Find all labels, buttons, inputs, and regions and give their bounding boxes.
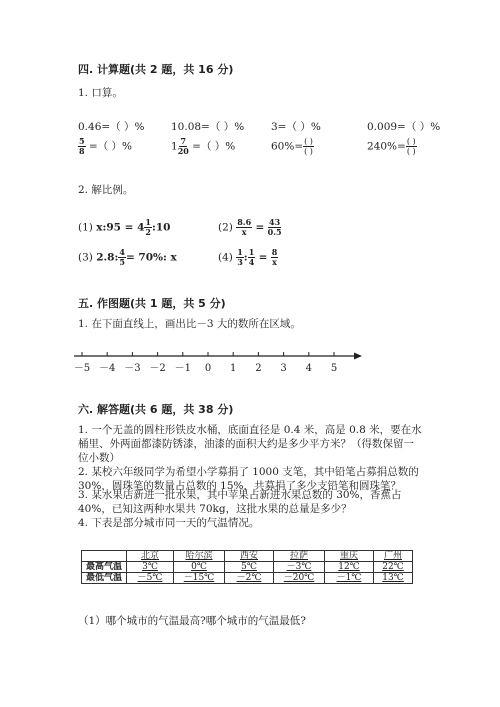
- number-line-ticks: [74, 352, 337, 374]
- table-cell: 广州: [374, 551, 413, 562]
- number-line-tick-label: 0: [204, 363, 212, 374]
- table-row: [82, 573, 413, 584]
- q2-label: 2. 解比例。: [78, 184, 134, 196]
- section6-sub1: （1）哪个城市的气温最高?哪个城市的气温最低?: [78, 615, 306, 627]
- table-cell: 0℃: [174, 562, 225, 573]
- table-cell: 13℃: [374, 573, 413, 584]
- weather-table: [81, 550, 413, 584]
- section4-title: 四. 计算题(共 2 题，共 16 分): [78, 63, 234, 76]
- oral-calc-4: 0.009=（ ）%: [367, 121, 441, 133]
- table-cell: －15℃: [174, 573, 225, 584]
- q1-label: 1. 口算。: [78, 87, 123, 99]
- table-cell: 西安: [225, 551, 274, 562]
- table-cell: －1℃: [325, 573, 374, 584]
- number-line-tick-label: 5: [330, 363, 338, 374]
- number-line-tick-label: 2: [255, 363, 262, 374]
- table-cell: 哈尔滨: [174, 551, 225, 562]
- fraction: $\frac{8}{x}$: [271, 247, 278, 267]
- fraction: $\frac{8.6}{x}$: [237, 217, 252, 237]
- table-cell: 22℃: [374, 562, 413, 573]
- table-cell: 5℃: [225, 562, 274, 573]
- oral-calc-5: $\frac{5}{8}$ =（ ）%: [79, 136, 133, 156]
- table-cell: －20℃: [274, 573, 325, 584]
- table-cell: 重庆: [325, 551, 374, 562]
- table-cell: 3℃: [127, 562, 174, 573]
- fraction: $\frac{5}{8}$: [79, 136, 85, 156]
- table-cell: 北京: [127, 551, 174, 562]
- number-line-tick-label: 3: [280, 363, 287, 374]
- oral-calc-8: 240%= $\frac{( )}{( )}$: [367, 137, 416, 156]
- table-row: [82, 562, 413, 573]
- section6-title: 六. 解答题(共 6 题，共 38 分): [78, 403, 234, 416]
- fraction: $\frac{1}{4}$: [248, 247, 255, 267]
- oral-calc-6: 1 $\frac{7}{20}$ =（ ）%: [171, 136, 236, 156]
- proportion-2: (2) $\frac{8.6}{x}$ = $\frac{43}{0.5}$: [218, 217, 282, 237]
- section6-q3: 3. 某水果店新进一批水果，其中苹果占新进水果总数的 30%，香蕉占 40%，已知这两种水果共 70kg，这批水果的总量是多少？: [78, 489, 402, 515]
- number-line-tick-label: －4: [99, 363, 116, 374]
- table-cell: －5℃: [127, 573, 174, 584]
- number-line-tick-label: －2: [149, 363, 166, 374]
- number-line-tick-label: 4: [305, 363, 312, 374]
- number-line-tick-label: －5: [73, 363, 91, 374]
- number-line-arrow: [354, 353, 362, 360]
- proportion-1: (1) x:95 = 4 $\frac{1}{2}$ :10: [78, 217, 171, 237]
- table-cell: －3℃: [274, 562, 325, 573]
- fraction: $\frac{4}{5}$: [119, 247, 125, 267]
- table-cell: 12℃: [325, 562, 374, 573]
- number-line-tick-label: －1: [174, 363, 191, 374]
- section6-q2: 2. 某校六年级同学为希望小学募捐了 1000 支笔，其中铅笔占募捐总数的 30%，圆珠笔的数量占总数的 15%，共募捐了多少支铅笔和圆珠笔？: [78, 466, 419, 492]
- fraction: $\frac{1}{3}$: [237, 247, 243, 267]
- section5-title: 五. 作图题(共 1 题，共 5 分): [78, 297, 226, 310]
- section6-q1: 1. 一个无盖的圆柱形铁皮水桶，底面直径是 0.4 米，高是 0.8 米，要在水桶里、外两面都漆防锈漆，油漆的面积大约是多少平方米？（得数保留一位小数）: [78, 424, 422, 464]
- proportion-3: (3) 2.8: $\frac{4}{5}$ = 70%: x: [78, 247, 177, 267]
- oral-calc-3: 3=（ ）%: [271, 121, 321, 133]
- table-cell: 最高气温: [82, 562, 127, 573]
- number-line: [70, 348, 370, 378]
- fraction: $\frac{43}{0.5}$: [267, 217, 282, 237]
- fraction: $\frac{( )}{( )}$: [304, 137, 313, 156]
- proportion-4: (4) $\frac{1}{3}$ : $\frac{1}{4}$ = $\frac{8}{x}$: [218, 247, 278, 267]
- oral-calc-1: 0.46=（ ）%: [78, 121, 145, 133]
- oral-calc-7: 60%= $\frac{( )}{( )}$: [271, 137, 313, 156]
- number-line-tick-label: 1: [230, 363, 237, 374]
- table-cell: [82, 551, 127, 562]
- fraction: $\frac{7}{20}$: [177, 136, 189, 156]
- section6-q4: 4. 下表是部分城市同一天的气温情况。: [78, 517, 260, 529]
- oral-calc-2: 10.08=（ ）%: [171, 121, 245, 133]
- number-line-tick-label: －3: [124, 363, 141, 374]
- fraction: $\frac{( )}{( )}$: [406, 137, 416, 156]
- table-cell: －2℃: [225, 573, 274, 584]
- section5-q1: 1. 在下面直线上，画出比－3 大的数所在区域。: [78, 318, 301, 330]
- fraction: $\frac{1}{2}$: [145, 217, 151, 237]
- table-cell: 最低气温: [82, 573, 127, 584]
- table-cell: 拉萨: [274, 551, 325, 562]
- table-header-row: [82, 551, 413, 562]
